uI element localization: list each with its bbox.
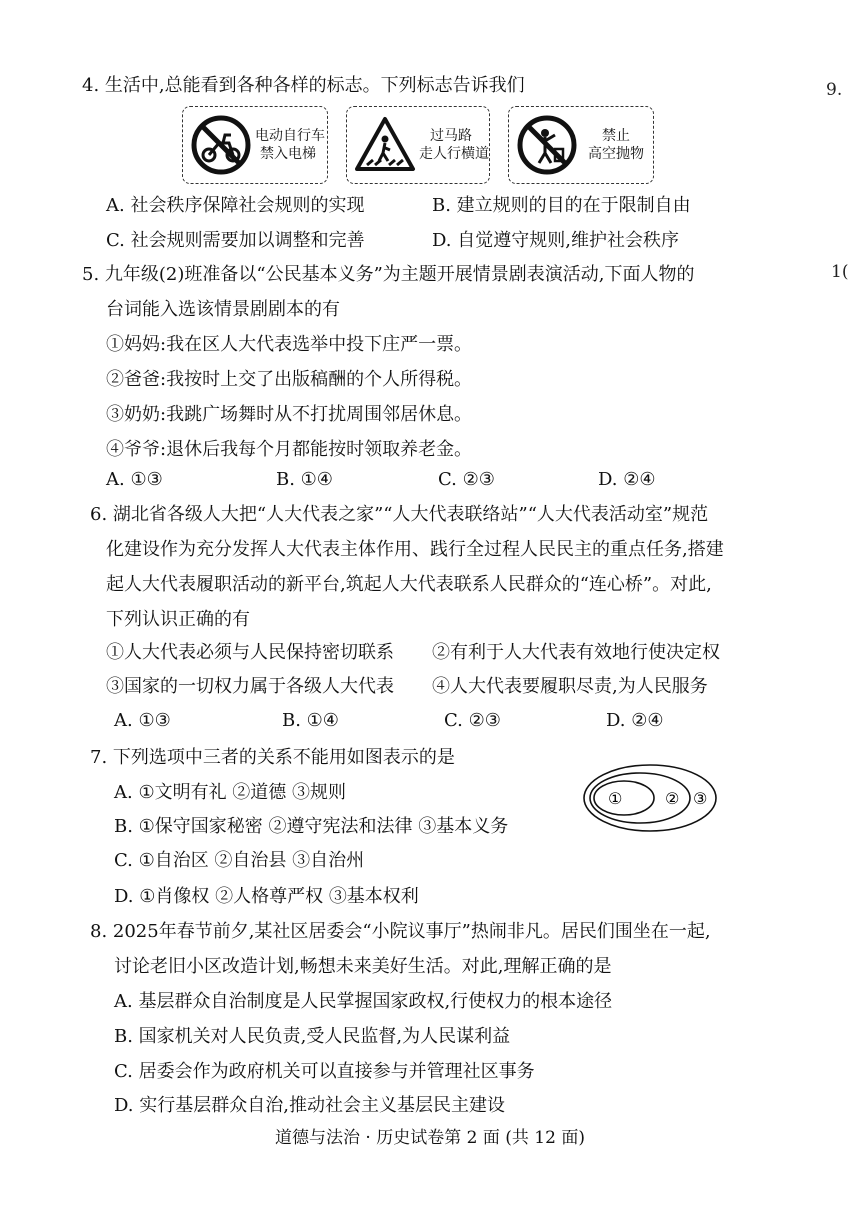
q6-stem: 6. 湖北省各级人大把“人大代表之家”“人大代表联络站”“人大代表活动室”规范 [90,504,709,525]
edge-question-number: 1( [831,262,849,282]
q5-item-2: ②爸爸:我按时上交了出版稿酬的个人所得税。 [106,369,473,390]
q5-item-4: ④爷爷:退休后我每个月都能按时领取养老金。 [106,439,473,460]
q4-option-c: C. 社会规则需要加以调整和完善 [106,230,365,251]
q8-stem-cont: 讨论老旧小区改造计划,畅想未来美好生活。对此,理解正确的是 [114,956,612,977]
q6-stem-cont: 起人大代表履职活动的新平台,筑起人大代表联系人民群众的“连心桥”。对此, [106,574,712,595]
sign-caption: 禁止 高空抛物 [588,128,644,162]
venn-label-1: ① [608,789,623,808]
q5-item-1: ①妈妈:我在区人大代表选举中投下庄严一票。 [106,334,473,355]
q8-option-d: D. 实行基层群众自治,推动社会主义基层民主建设 [114,1095,505,1116]
q5-stem: 5. 九年级(2)班准备以“公民基本义务”为主题开展情景剧表演活动,下面人物的 [82,264,695,285]
q7-stem: 7. 下列选项中三者的关系不能用如图表示的是 [90,747,455,768]
q7-option-a: A. ①文明有礼 ②道德 ③规则 [114,782,347,803]
q6-item-4: ④人大代表要履职尽责,为人民服务 [432,676,708,697]
q5-option-b: B. ①④ [276,469,333,490]
q6-item-3: ③国家的一切权力属于各级人大代表 [106,676,394,697]
q4-option-b: B. 建立规则的目的在于限制自由 [432,195,691,216]
q5-option-c: C. ②③ [438,469,495,490]
q5-option-d: D. ②④ [598,469,656,490]
q4-option-d: D. 自觉遵守规则,维护社会秩序 [432,230,679,251]
no-throwing-icon [515,113,579,177]
venn-label-3: ③ [693,789,708,808]
q7-option-d: D. ①肖像权 ②人格尊严权 ③基本权利 [114,886,419,907]
q6-option-d: D. ②④ [606,710,664,731]
q8-stem: 8. 2025年春节前夕,某社区居委会“小院议事厅”热闹非凡。居民们围坐在一起, [90,921,711,942]
q8-option-c: C. 居委会作为政府机关可以直接参与并管理社区事务 [114,1061,535,1082]
q6-option-b: B. ①④ [282,710,339,731]
q5-option-a: A. ①③ [106,469,163,490]
q6-stem-cont: 化建设作为充分发挥人大代表主体作用、践行全过程人民民主的重点任务,搭建 [106,539,724,560]
crosswalk-warning-icon [353,113,417,177]
q7-option-c: C. ①自治区 ②自治县 ③自治州 [114,850,365,871]
q4-option-a: A. 社会秩序保障社会规则的实现 [106,195,365,216]
sign-no-throwing [508,106,654,184]
q5-item-3: ③奶奶:我跳广场舞时从不打扰周围邻居休息。 [106,404,473,425]
q6-option-c: C. ②③ [444,710,501,731]
q5-stem-cont: 台词能入选该情景剧剧本的有 [106,299,340,320]
sign-caption: 电动自行车 禁入电梯 [255,128,325,162]
edge-question-number: 9. [826,80,843,100]
no-ebike-icon [189,113,253,177]
q6-option-a: A. ①③ [114,710,171,731]
q6-item-1: ①人大代表必须与人民保持密切联系 [106,642,394,663]
q4-sign-row [182,106,652,186]
sign-no-ebike [182,106,328,184]
q7-option-b: B. ①保守国家秘密 ②遵守宪法和法律 ③基本义务 [114,816,509,837]
sign-caption: 过马路 走人行横道 [419,128,489,162]
page-footer: 道德与法治 · 历史试卷第 2 面 (共 12 面) [275,1128,585,1148]
venn-label-2: ② [665,789,680,808]
q4-stem: 4. 生活中,总能看到各种各样的标志。下列标志告诉我们 [82,75,525,96]
sign-crosswalk [346,106,490,184]
q6-stem-cont: 下列认识正确的有 [106,609,250,630]
q6-item-2: ②有利于人大代表有效地行使决定权 [432,642,720,663]
q8-option-b: B. 国家机关对人民负责,受人民监督,为人民谋利益 [114,1026,511,1047]
q8-option-a: A. 基层群众自治制度是人民掌握国家政权,行使权力的根本途径 [114,991,613,1012]
nested-ellipse-diagram [582,760,722,838]
inner-ellipse [594,781,654,815]
